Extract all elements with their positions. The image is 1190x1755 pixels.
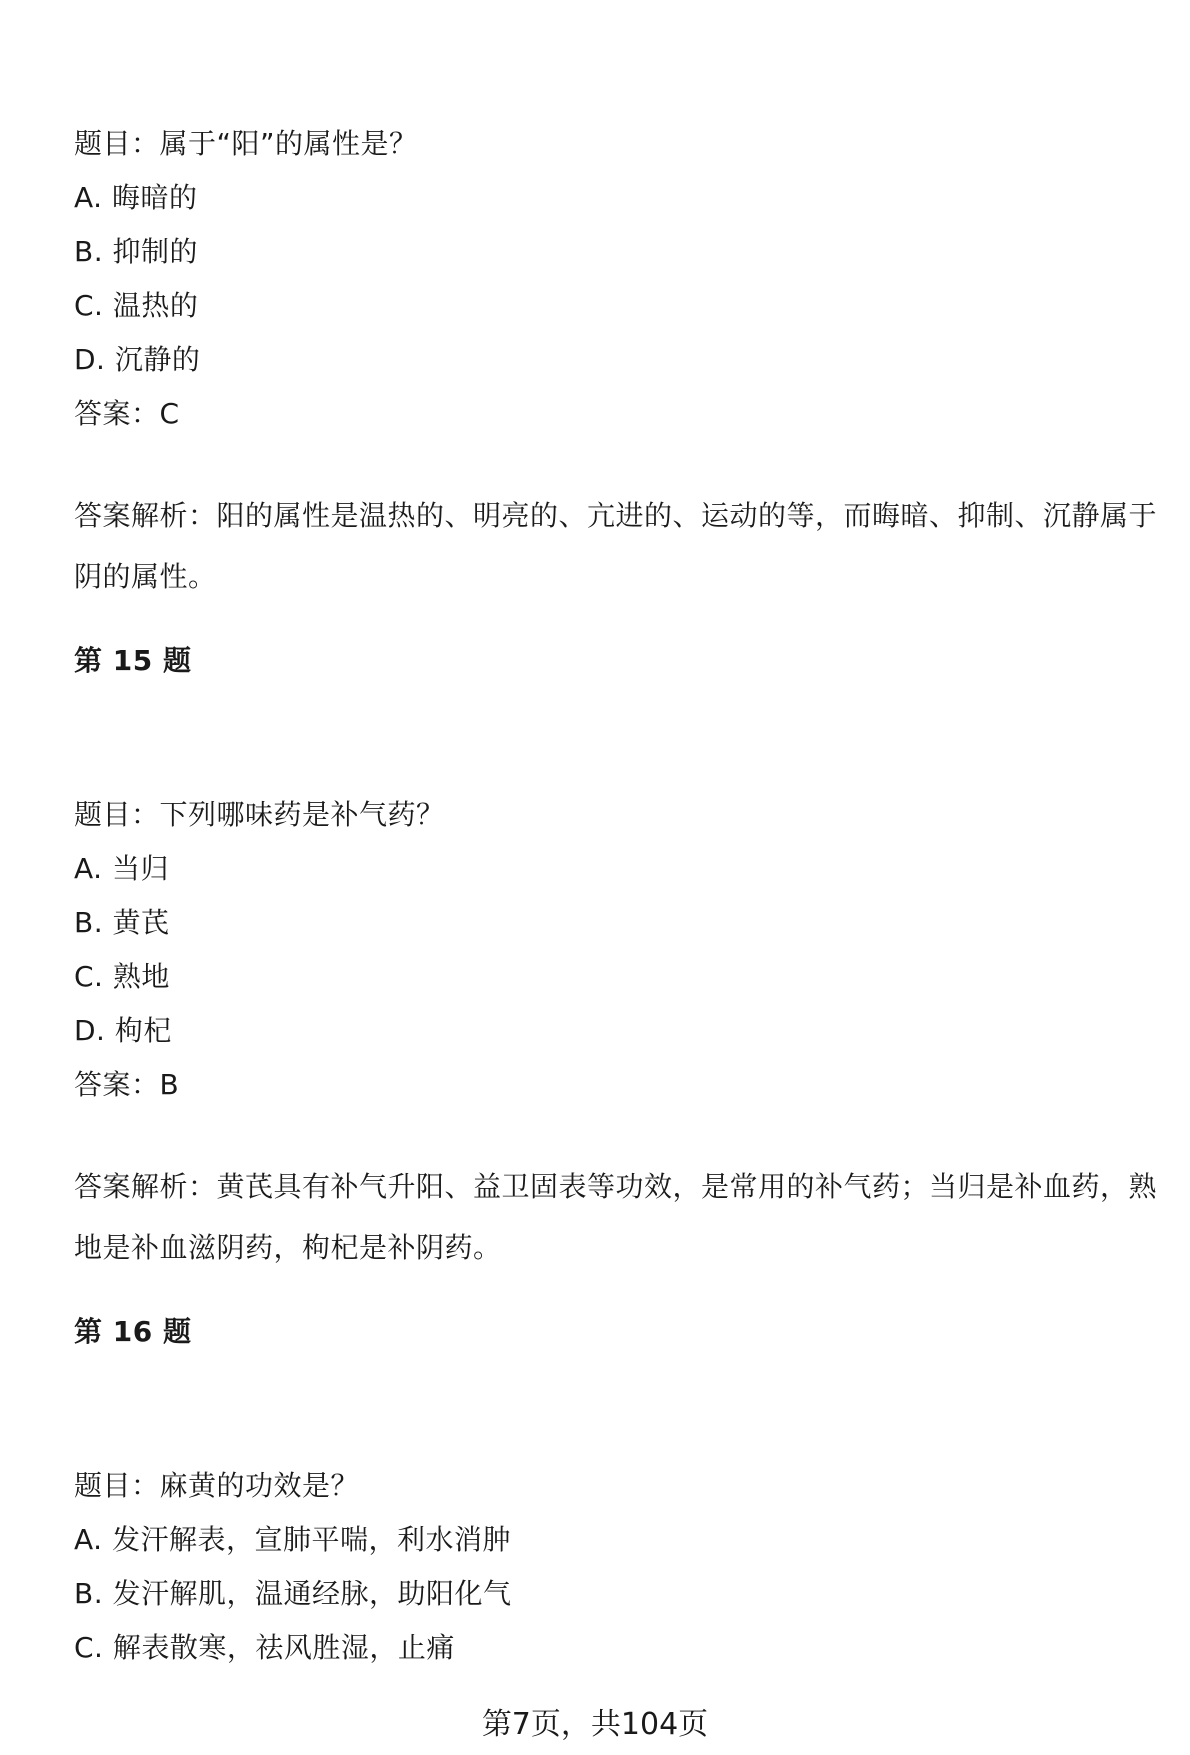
option-d: D. 枸杞	[74, 1014, 172, 1047]
page-footer: 第7页，共104页	[481, 1707, 709, 1742]
option-b: B. 黄芪	[74, 906, 170, 939]
option-c: C. 温热的	[74, 289, 199, 322]
option-a: A. 当归	[74, 852, 169, 885]
question-heading: 第 15 题	[74, 644, 192, 677]
answer-text: 答案：B	[74, 1068, 180, 1101]
question-text: 题目：麻黄的功效是？	[74, 1469, 360, 1502]
option-c: C. 解表散寒，祛风胜湿，止痛	[74, 1631, 455, 1664]
question-text: 题目：属于“阳”的属性是？	[74, 127, 418, 160]
question-heading: 第 16 题	[74, 1315, 192, 1348]
answer-explanation: 答案解析：黄芪具有补气升阳、益卫固表等功效，是常用的补气药；当归是补血药，熟地是补血滋阴药，枸杞是补阴药。	[74, 1170, 1158, 1264]
option-d: D. 沉静的	[74, 343, 201, 376]
option-b: B. 发汗解肌，温通经脉，助阳化气	[74, 1577, 512, 1610]
answer-text: 答案：C	[74, 397, 180, 430]
option-b: B. 抑制的	[74, 235, 199, 268]
option-c: C. 熟地	[74, 960, 170, 993]
question-text: 题目：下列哪味药是补气药？	[74, 798, 445, 831]
option-a: A. 发汗解表，宣肺平喘，利水消肿	[74, 1523, 511, 1556]
answer-explanation: 答案解析：阳的属性是温热的、明亮的、亢进的、运动的等，而晦暗、抑制、沉静属于阴的属性。	[74, 499, 1158, 593]
option-a: A. 晦暗的	[74, 181, 198, 214]
